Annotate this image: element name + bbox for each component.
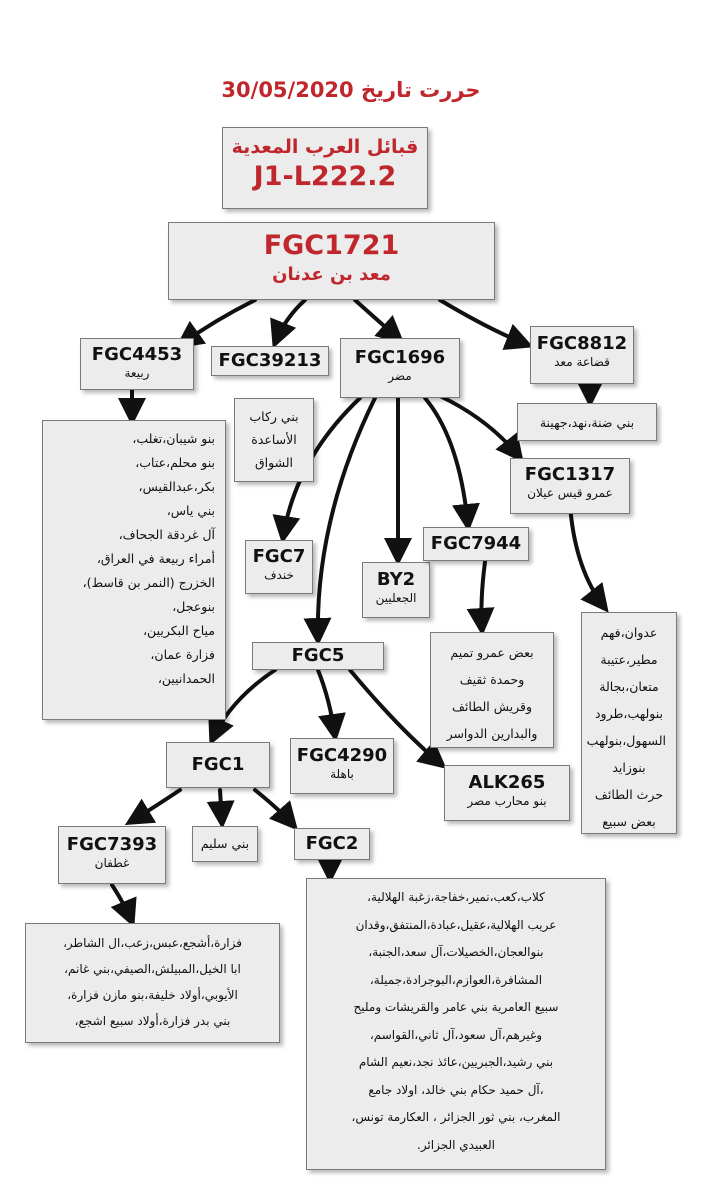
list-rabia-text [43, 421, 225, 695]
list-line: ،آل حميد حكام بني خالد، اولاد جامع [368, 1082, 544, 1097]
node-fgc1721 [168, 222, 495, 300]
node-by2 [362, 562, 430, 618]
node-fgc7944-code: FGC7944 [430, 533, 522, 554]
list-fgc7944 [430, 632, 554, 748]
list-line: بنوعجل، [172, 599, 215, 614]
edge-fgc7944-list [481, 562, 485, 630]
list-line: سبيع العامرية بني عامر والقريشات ومليح [353, 1000, 559, 1014]
list-line: بعض سبيع [602, 814, 656, 829]
list-qudaa-text [518, 404, 656, 442]
list-ghatafan [25, 923, 280, 1043]
list-line: فزارة،أشجع،عبس،زعب،ال الشاطر، [63, 936, 242, 950]
list-line: بنو محلم،عتاب، [135, 455, 215, 470]
node-fgc1721-code: FGC1721 [263, 230, 400, 261]
node-fgc1317 [510, 458, 630, 514]
list-line: الأيوبي،أولاد خليفة،بنو مازن فزارة، [67, 988, 238, 1002]
list-line: أمراء ربيعة في العراق، [96, 551, 215, 566]
edge-fgc1317-qays [570, 505, 605, 608]
root-title: قبائل العرب المعدية [231, 136, 419, 158]
node-by2-name: الجعليين [375, 591, 417, 605]
edge-fgc1-banisulaym [220, 790, 222, 823]
list-line: عدوان،فهم [600, 625, 658, 640]
list-line: بنوزايد [612, 760, 646, 775]
list-line: المغرب، بني ثور الجزائر ، العكارمة تونس، [351, 1110, 561, 1124]
list-qays [581, 612, 677, 834]
node-alk265-name: بنو محارب مصر [467, 794, 547, 808]
node-fgc1 [166, 742, 270, 788]
node-fgc7393 [58, 826, 166, 884]
list-line: العبيدي الجزائر. [417, 1137, 495, 1152]
node-fgc2 [294, 828, 370, 860]
node-by2-code: BY2 [376, 569, 416, 590]
node-fgc1317-name: عمرو قيس عيلان [527, 486, 613, 500]
edge-fgc1696-fgc7944 [425, 398, 468, 526]
node-bani-sulaym-label: بني سليم [200, 836, 250, 851]
node-fgc7-name: خندف [264, 568, 294, 582]
list-line: بني رشيد،الجبريين،عائذ نجد،نعيم الشام [358, 1055, 554, 1069]
list-line: السهول،بنولهب [586, 733, 666, 748]
node-fgc39213 [211, 346, 329, 376]
node-fgc4453-name: ربيعة [124, 366, 150, 380]
list-line: حرث الطائف [594, 787, 664, 802]
node-alk265 [444, 765, 570, 821]
edge-fgc7393-ghatafan [112, 885, 132, 922]
list-line: والبدارين الدواسر [446, 726, 538, 741]
node-fgc4453-code: FGC4453 [91, 344, 183, 365]
node-fgc5-code: FGC5 [291, 645, 345, 666]
list-line: ابا الخيل،المبيلش،الصيفي،بني غانم، [64, 962, 241, 976]
node-fgc7393-code: FGC7393 [66, 834, 158, 855]
node-fgc1696-code: FGC1696 [354, 347, 446, 368]
list-line: الأساعدة [251, 432, 297, 447]
node-alk265-code: ALK265 [468, 772, 546, 793]
edge-fgc1-fgc7393 [130, 790, 180, 822]
node-fgc1317-code: FGC1317 [524, 464, 616, 485]
list-line: وغيرهم،آل سعود،آل ثاني،القواسم، [369, 1027, 543, 1042]
node-fgc4290 [290, 738, 394, 794]
list-line: المشافرة،العوازم،البوجرادة،جميلة، [369, 972, 543, 987]
node-fgc39213-code: FGC39213 [218, 350, 322, 371]
node-fgc7-code: FGC7 [252, 546, 306, 567]
list-line: متعان،بجالة [599, 679, 659, 694]
list-line: الحمدانيين، [157, 671, 215, 686]
node-fgc2-code: FGC2 [305, 833, 359, 854]
node-fgc7944 [423, 527, 529, 561]
node-fgc4453 [80, 338, 194, 390]
node-fgc1721-name: معد بن عدنان [272, 264, 391, 285]
list-line: وقريش الطائف [451, 699, 533, 714]
node-fgc8812-code: FGC8812 [536, 333, 628, 354]
list-line: وحمدة ثقيف [459, 672, 525, 687]
list-line: بني ضنة،نهد،جهينة [539, 415, 635, 430]
node-fgc1-code: FGC1 [191, 754, 245, 775]
list-rabia [42, 420, 226, 720]
list-line: فزارة عمان، [150, 647, 215, 662]
edge-fgc1721-fgc1696 [355, 300, 400, 340]
date-label: حررت تاريخ 30/05/2020 [221, 78, 481, 102]
list-line: بني ياس، [166, 503, 215, 518]
node-fgc7 [245, 540, 313, 594]
node-bani-sulaym [192, 826, 258, 862]
list-line: بكر،عبدالقيس، [138, 479, 215, 494]
edge-fgc1-fgc2 [255, 790, 294, 826]
node-fgc1696-name: مضر [388, 369, 412, 383]
list-line: بعض عمرو تميم [450, 645, 534, 660]
node-fgc7393-name: غطفان [94, 856, 130, 870]
list-line: كلاب،كعب،نمير،خفاجة،زغبة الهلالية، [367, 890, 545, 904]
edge-fgc1721-fgc39213 [275, 300, 305, 343]
list-fgc39213 [234, 398, 314, 482]
node-fgc8812-name: قضاعة معد [554, 355, 610, 369]
node-fgc1696 [340, 338, 460, 398]
list-line: بني ركاب [249, 409, 299, 424]
list-line: الشواق [254, 455, 294, 470]
list-line: بني بدر فزارة،أولاد سبيع اشجع، [74, 1014, 231, 1028]
list-fgc7944-text [431, 633, 553, 751]
list-qays-text [582, 613, 676, 839]
list-fgc2-text [307, 879, 605, 1164]
list-ghatafan-text [26, 924, 279, 1038]
edge-fgc5-fgc4290 [318, 670, 335, 736]
node-fgc5 [252, 642, 384, 670]
list-line: بنولهب،طرود [594, 706, 664, 721]
list-line: الخزرج (النمر بن قاسط)، [82, 575, 215, 590]
node-fgc4290-code: FGC4290 [296, 745, 388, 766]
list-line: عريب الهلالية،عقيل،عبادة،المنتفق،وقدان [355, 917, 557, 932]
node-fgc4290-name: باهلة [330, 767, 354, 781]
list-fgc39213-text [235, 399, 313, 478]
list-line: مطير،عتيبة [600, 652, 658, 667]
list-line: آل غردقة الجحاف، [118, 527, 215, 542]
root-node [222, 127, 428, 209]
list-line: مياح البكريين، [143, 623, 215, 638]
list-qudaa [517, 403, 657, 441]
node-fgc8812 [530, 326, 634, 384]
list-fgc2 [306, 878, 606, 1170]
root-code: J1-L222.2 [253, 161, 397, 192]
list-line: بنو شيبان،تغلب، [132, 431, 215, 446]
list-line: بنوالعجان،الخصيلات،آل سعد،الجنبة، [368, 945, 544, 959]
